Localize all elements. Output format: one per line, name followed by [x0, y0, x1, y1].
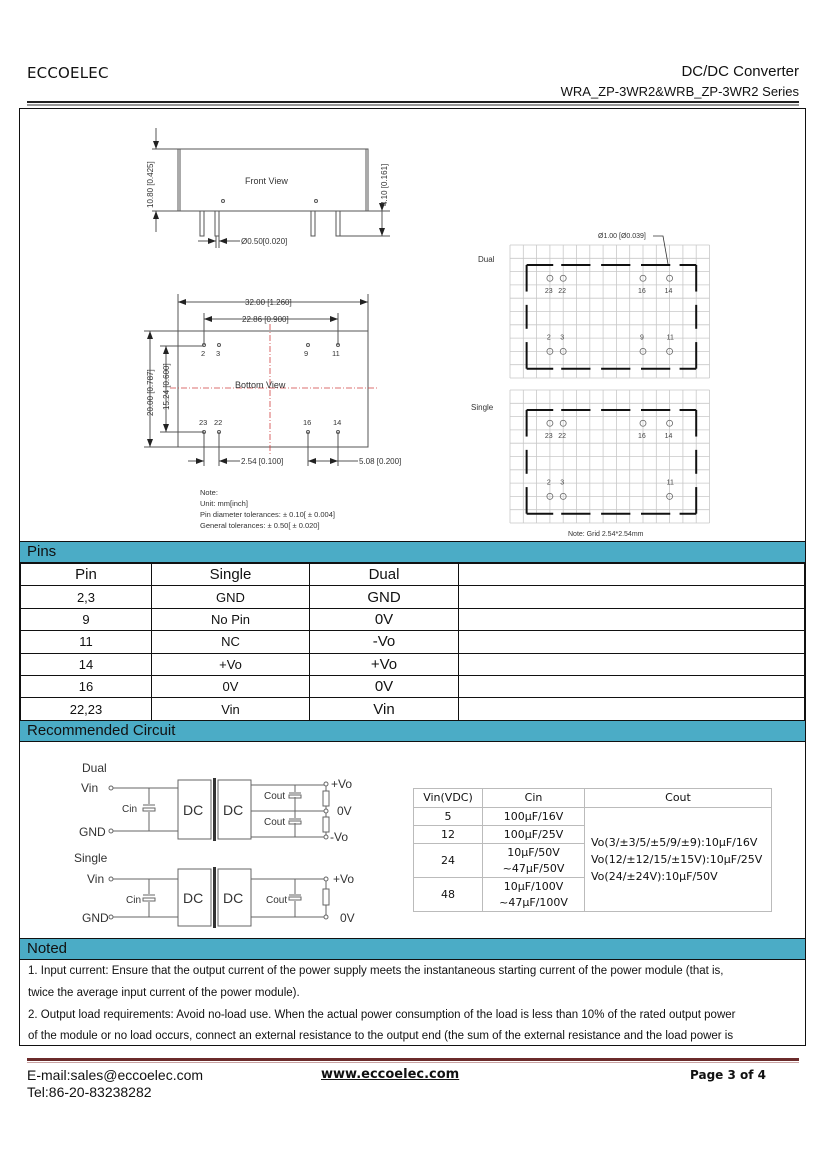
single-gnd-label: GND [82, 911, 109, 925]
dual-dc-in: DC [183, 802, 204, 818]
footer-email: E-mail:sales@eccoelec.com [27, 1067, 204, 1083]
pin-label: 3 [216, 349, 221, 358]
cout-cell [585, 808, 772, 912]
grid-pin-label: 14 [664, 432, 673, 440]
empty-cell [459, 586, 805, 608]
capacitor-table [413, 788, 772, 912]
cin-line: 10µF/50V [507, 845, 560, 859]
cin-cell: 100µF/25V [483, 826, 585, 844]
single-cell: +Vo [152, 653, 310, 675]
grid-note: Note: Grid 2.54*2.54mm [568, 531, 644, 538]
section-pins-header: Pins [20, 541, 805, 563]
pin-cell: 11 [21, 631, 152, 653]
single-cell: No Pin [152, 608, 310, 630]
offset-dim: 5.08 [0.200] [359, 457, 402, 466]
table-header-row [21, 564, 805, 586]
pin-cell: 2,3 [21, 586, 152, 608]
dual-dc-out: DC [223, 802, 244, 818]
dual-out-zero: 0V [337, 804, 352, 818]
pin-length-dim: 4.10 [0.161] [380, 163, 389, 206]
empty-cell [459, 608, 805, 630]
dual-cell: Vin [310, 698, 459, 720]
pin-cell: 22,23 [21, 698, 152, 720]
cin-cell [483, 844, 585, 878]
grid-pin-label: 23 [544, 432, 553, 440]
table-header-row [414, 789, 772, 808]
footer-website-link[interactable]: www.eccoelec.com [321, 1067, 460, 1082]
dual-cell: 0V [310, 608, 459, 630]
cin-cell: 100µF/16V [483, 808, 585, 826]
drawing-note-title: Note: [200, 488, 218, 497]
header-cell: Cout [585, 789, 772, 808]
pin-label: 23 [199, 418, 208, 427]
cout-line: Vo(24/±24V):10µF/50V [591, 870, 718, 883]
pin-label: 11 [332, 349, 340, 358]
table-row [21, 653, 805, 675]
header-cell: Cin [483, 789, 585, 808]
grid-pin-label: 22 [558, 287, 566, 295]
table-row [21, 608, 805, 630]
pin-label: 14 [333, 418, 342, 427]
cin-line: 10µF/100V [503, 879, 564, 893]
grid-pin-label: 2 [546, 334, 551, 342]
bottom-height-dim: 20.00 [0.787] [146, 369, 155, 416]
header-cell: Dual [310, 564, 459, 586]
note-1-line-1: 1. Input current: Ensure that the output current of the power supply meets the instantaneous starting current of the power module (that is, [28, 965, 724, 977]
pin-label: 22 [214, 418, 223, 427]
single-cell: 0V [152, 675, 310, 697]
empty-cell [459, 698, 805, 720]
dual-out-pos: +Vo [331, 777, 353, 791]
grid-pin-label: 9 [640, 334, 644, 342]
footer-rule-secondary [27, 1062, 799, 1063]
document-title: DC/DC Converter [681, 63, 799, 80]
front-height-dim: 10.80 [0.425] [146, 161, 155, 208]
grid-pin-label: 11 [666, 334, 674, 342]
single-out-zero: 0V [340, 911, 355, 925]
grid-dual-label: Dual [478, 255, 495, 264]
grid-pin-label: 14 [664, 287, 673, 295]
cin-line: ~47µF/50V [502, 861, 565, 875]
dual-cout-label: Cout [264, 817, 286, 828]
mechanical-drawing [20, 110, 805, 542]
dual-cell: +Vo [310, 653, 459, 675]
dual-vin-label: Vin [81, 781, 99, 795]
cin-cell [483, 878, 585, 912]
empty-cell [459, 675, 805, 697]
pins-table [20, 563, 805, 721]
bottom-pinspan-dim: 22.86 [0.900] [242, 315, 289, 324]
pin-cell: 14 [21, 653, 152, 675]
section-noted-header: Noted [20, 938, 805, 960]
table-row [21, 631, 805, 653]
empty-cell [459, 653, 805, 675]
pin-cell: 16 [21, 675, 152, 697]
pin-diameter-dim: Ø0.50[0.020] [241, 237, 288, 246]
bottom-rowspan-dim: 15.24 [0.600] [162, 363, 171, 410]
pin-label: 2 [201, 349, 206, 358]
table-row [21, 586, 805, 608]
drawing-note-gen-tol: General tolerances: ± 0.50[ ± 0.020] [200, 521, 320, 530]
dual-cell: 0V [310, 675, 459, 697]
cout-line: Vo(3/±3/5/±5/9/±9):10µF/16V [591, 836, 758, 849]
single-cout-label: Cout [266, 895, 288, 906]
note-2-line-2: of the module or no load occurs, connect an external resistance to the output end (the sum of the external resistance and the load power is [28, 1030, 734, 1042]
dual-cout-label: Cout [264, 791, 286, 802]
header-cell: Vin(VDC) [414, 789, 483, 808]
grid-pin-label: 11 [666, 479, 674, 487]
header-cell: Single [152, 564, 310, 586]
drawing-note-unit: Unit: mm[inch] [200, 499, 248, 508]
dual-cell: GND [310, 586, 459, 608]
pin-label: 16 [303, 418, 312, 427]
grid-single [510, 390, 710, 523]
document-series: WRA_ZP-3WR2&WRB_ZP-3WR2 Series [560, 84, 799, 99]
header-cell [459, 564, 805, 586]
hole-dim: Ø1.00 [Ø0.039] [598, 233, 646, 240]
grid-pin-label: 3 [560, 479, 565, 487]
grid-pin-label: 3 [560, 334, 565, 342]
front-view-label: Front View [245, 176, 288, 186]
vin-cell: 12 [414, 826, 483, 844]
single-cell: GND [152, 586, 310, 608]
circuit-diagram [70, 755, 370, 930]
pin-cell: 9 [21, 608, 152, 630]
section-circuit-header: Recommended Circuit [20, 720, 805, 742]
header-rule [27, 101, 799, 103]
bottom-width-dim: 32.00 [1.260] [245, 298, 292, 307]
footer-rule [27, 1058, 799, 1061]
note-2-line-1: 2. Output load requirements: Avoid no-load use. When the actual power consumption of the load is less than 10% of the rated output power [28, 1009, 736, 1021]
cin-line: ~47µF/100V [499, 895, 568, 909]
single-dc-in: DC [183, 890, 204, 906]
table-row [414, 808, 772, 826]
vin-cell: 48 [414, 878, 483, 912]
drawing-note-pin-tol: Pin diameter tolerances: ± 0.10[ ± 0.004] [200, 510, 335, 519]
note-1-line-2: twice the average input current of the power module). [28, 987, 300, 999]
single-vin-label: Vin [87, 872, 105, 886]
grid-pin-label: 2 [546, 479, 551, 487]
dual-cin-label: Cin [122, 804, 138, 815]
grid-dual [510, 245, 710, 378]
header-cell: Pin [21, 564, 152, 586]
dual-out-neg: -Vo [330, 830, 349, 844]
grid-pin-label: 22 [558, 432, 566, 440]
cout-line: Vo(12/±12/15/±15V):10µF/25V [591, 853, 763, 866]
dual-title: Dual [82, 761, 107, 775]
single-cell: Vin [152, 698, 310, 720]
single-cell: NC [152, 631, 310, 653]
footer-tel: Tel:86-20-83238282 [27, 1084, 152, 1100]
table-row [21, 698, 805, 720]
grid-pin-label: 16 [638, 432, 646, 440]
brand-name: ECCOELEC [27, 64, 109, 82]
empty-cell [459, 631, 805, 653]
grid-single-label: Single [471, 403, 494, 412]
grid-pin-label: 16 [638, 287, 646, 295]
pin-label: 9 [304, 349, 309, 358]
bottom-view-label: Bottom View [235, 380, 286, 390]
header-rule-secondary [27, 104, 799, 106]
grid-pin-label: 23 [544, 287, 553, 295]
vin-cell: 24 [414, 844, 483, 878]
pitch-dim: 2.54 [0.100] [241, 457, 284, 466]
single-out-pos: +Vo [333, 872, 355, 886]
footer-page-number: Page 3 of 4 [690, 1068, 766, 1082]
dual-gnd-label: GND [79, 825, 106, 839]
single-title: Single [74, 851, 108, 865]
table-row [21, 675, 805, 697]
vin-cell: 5 [414, 808, 483, 826]
dual-cell: -Vo [310, 631, 459, 653]
single-dc-out: DC [223, 890, 244, 906]
single-cin-label: Cin [126, 895, 142, 906]
